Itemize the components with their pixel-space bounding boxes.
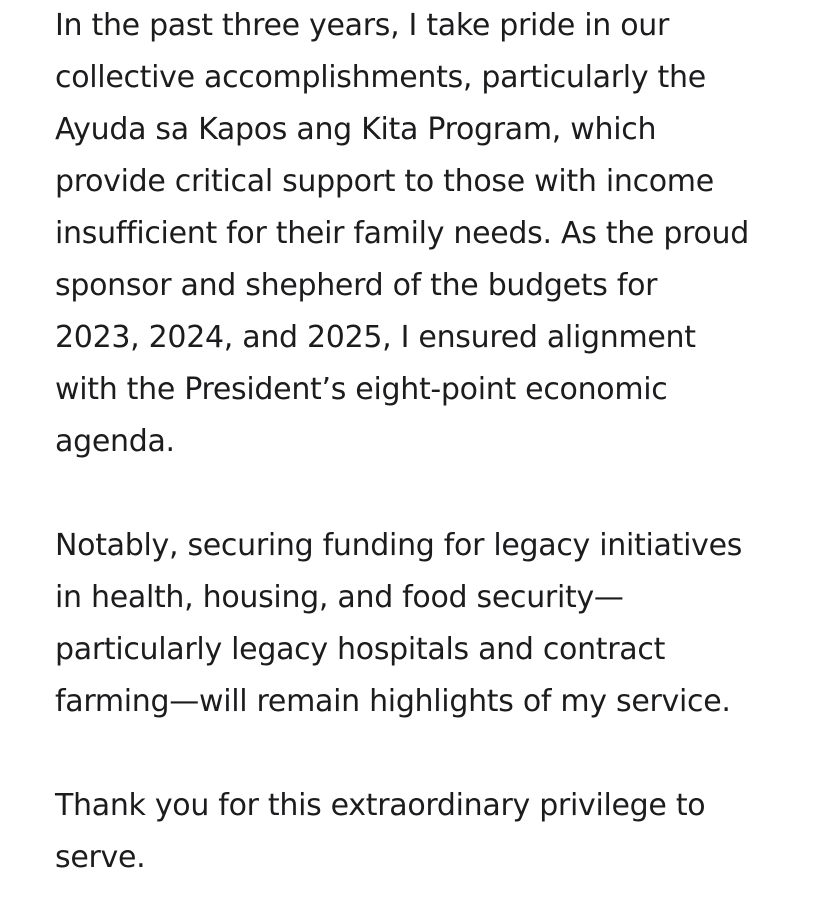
note-body — [55, 0, 805, 884]
paragraph-spacer — [55, 468, 805, 520]
paragraph-spacer — [55, 728, 805, 780]
paragraph-legacy-initiatives: Notably, securing funding for legacy initiatives in health, housing, and food security— particularly legacy hospitals and contract farming—will remain highlights of my service. — [55, 528, 743, 719]
paragraph-accomplishments: In the past three years, I take pride in our collective accomplishments, particularly the Ayuda sa Kapos ang Kita Program, which provide critical support to those with income insufficient for their family needs. As the proud sponsor and shepherd of the budgets for 2023, 2024, and 2025, I ensured alignment with the President’s eight-point economic agenda. — [55, 8, 749, 459]
paragraph-thank-you: Thank you for this extraordinary privilege to serve. — [55, 788, 706, 875]
